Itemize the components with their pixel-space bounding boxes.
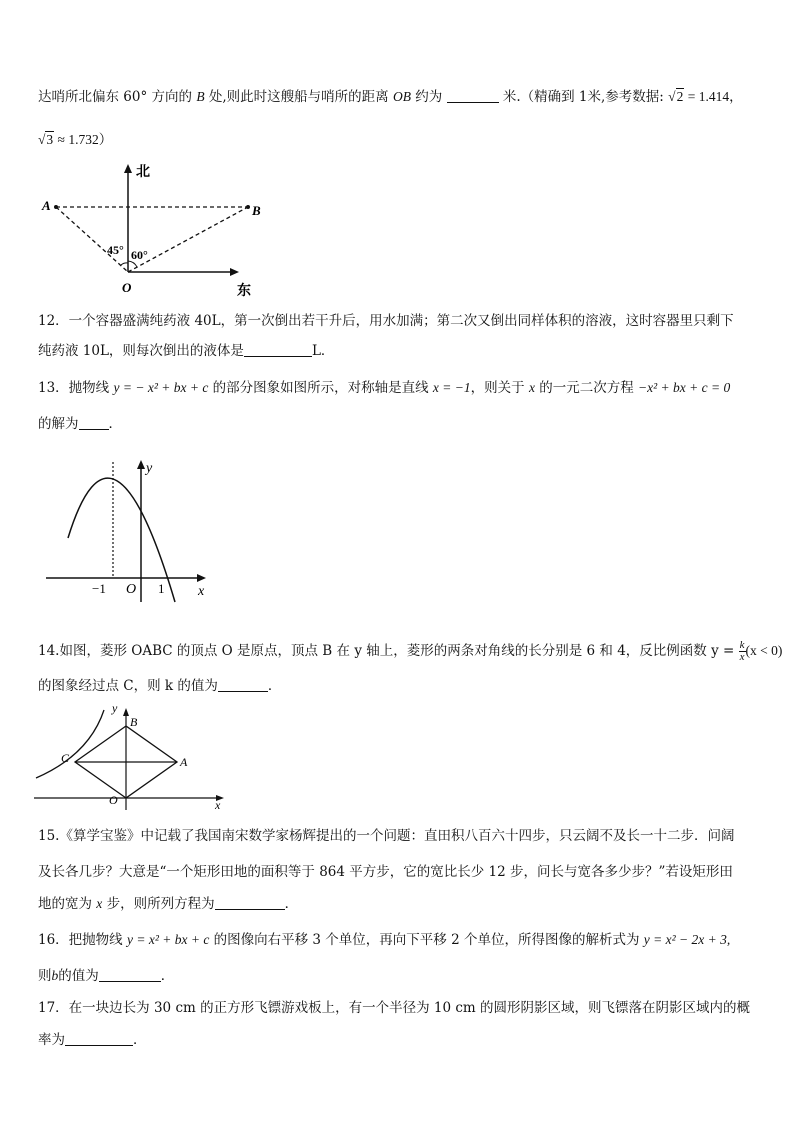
point-b-dot — [246, 205, 250, 209]
q16-line1: 16．把抛物线 y = x² + bx + c 的图像向右平移 3 个单位，再向下平移 2 个单位，所得图像的解析式为 y = x² − 2x + 3, — [38, 932, 731, 948]
label-a: A — [180, 755, 188, 769]
q11-line2 — [38, 130, 112, 150]
label-b: B — [252, 203, 261, 218]
y-axis-arrow-icon — [123, 708, 129, 716]
q12-line1: 12．一个容器盛满纯药液 40L，第一次倒出若干升后，用水加满；第二次又倒出同样体积的溶液，这时容器里只剩下 — [38, 313, 734, 329]
segment-ob — [128, 207, 248, 272]
label-o: O — [109, 793, 118, 807]
q11-answer-blank[interactable] — [447, 102, 499, 103]
angle-label-45: 45° — [107, 243, 124, 257]
y-label: y — [146, 461, 153, 476]
y-axis-arrow-icon — [137, 460, 145, 469]
q13-line2: 的解为 ． — [38, 416, 122, 432]
q15-line2: 及长各几步？大意是“一个矩形田地的面积等于 864 平方步，它的宽比长少 12 步，问长与宽各多少步？”若设矩形田 — [38, 864, 733, 880]
q17-line1: 17．在一块边长为 30 cm 的正方形飞镖游戏板上，有一个半径为 10 cm 的圆形阴影区域，则飞镖落在阴影区域内的概 — [38, 1000, 751, 1016]
k-over-x: $\frac{k}{x}$ — [739, 639, 745, 663]
east-arrow-icon — [230, 268, 239, 276]
angle-arc-45 — [121, 263, 128, 265]
east-label: 东 — [237, 284, 251, 299]
q16-line2: 则b的值为 ． — [38, 968, 175, 984]
q13-answer-blank[interactable] — [79, 429, 109, 430]
q14-line2: 的图象经过点 C，则 k 的值为 ． — [38, 678, 282, 694]
q11-line1: 达哨所北偏东 60° 方向的 B 处,则此时这艘船与哨所的距离 OB 约为 米.（精确到 1米,参考数据: √2 = 1.414， — [38, 89, 743, 105]
q14-figure — [34, 700, 234, 812]
q12-answer-blank[interactable] — [244, 356, 312, 357]
q13-line1: 13．抛物线 y = − x² + bx + c 的部分图象如图所示，对称轴是直线 x = −1，则关于 x 的一元二次方程 −x² + bx + c = 0 — [38, 380, 731, 396]
q13-eq: y = − x² + bx + c — [113, 380, 209, 395]
q14-answer-blank[interactable] — [218, 691, 268, 692]
q15-line1: 15.《算学宝鉴》中记载了我国南宋数学家杨辉提出的一个问题：直田积八百六十四步，只云阔不及长一十二步．问阔 — [38, 828, 735, 844]
q15-line3: 地的宽为 x 步，则所列方程为 ． — [38, 896, 299, 912]
q17-answer-blank[interactable] — [65, 1045, 133, 1046]
angle-label-60: 60° — [131, 248, 148, 262]
sqrt2-ref: √2 = 1.414， — [668, 89, 743, 104]
x-label: x — [215, 798, 221, 812]
label-c: C — [61, 751, 70, 765]
q16-answer-blank[interactable] — [99, 981, 161, 982]
q17-line2: 率为 ． — [38, 1032, 147, 1048]
segment-oa — [56, 207, 128, 272]
q16-eq2: y = x² − 2x + 3, — [643, 932, 731, 947]
x-label: x — [198, 584, 205, 599]
q15-answer-blank[interactable] — [215, 909, 285, 910]
label-b: B — [130, 715, 138, 729]
q13-figure — [40, 450, 220, 610]
sqrt3-ref: √3 ≈ 1.732） — [38, 132, 113, 147]
q11-figure — [30, 160, 270, 300]
label-o: O — [122, 280, 132, 295]
q16-eq: y = x² + bx + c — [126, 932, 210, 947]
point-a-dot — [54, 205, 58, 209]
tick-1: 1 — [158, 581, 165, 596]
tick-neg1: −1 — [92, 581, 106, 596]
q11-point-b: B — [196, 89, 205, 104]
q12-line2: 纯药液 10L，则每次倒出的液体是 L． — [38, 343, 335, 359]
q14-line1: 14.如图，菱形 OABC 的顶点 O 是原点，顶点 B 在 y 轴上，菱形的两条对角线的长分别是 6 和 4，反比例函数 y = $\frac{k}{x}$ (x < 0) — [38, 639, 783, 663]
q13-eq2: −x² + bx + c = 0 — [638, 380, 731, 395]
y-label: y — [112, 701, 118, 715]
origin-label: O — [126, 582, 137, 597]
north-arrow-icon — [124, 164, 132, 173]
label-a: A — [42, 198, 51, 213]
q13-axis-eq: x = −1 — [432, 380, 471, 395]
x-axis-arrow-icon — [197, 574, 206, 582]
north-label: 北 — [136, 165, 150, 180]
hyperbola-curve — [36, 710, 104, 778]
q11-ob: OB — [392, 89, 411, 104]
